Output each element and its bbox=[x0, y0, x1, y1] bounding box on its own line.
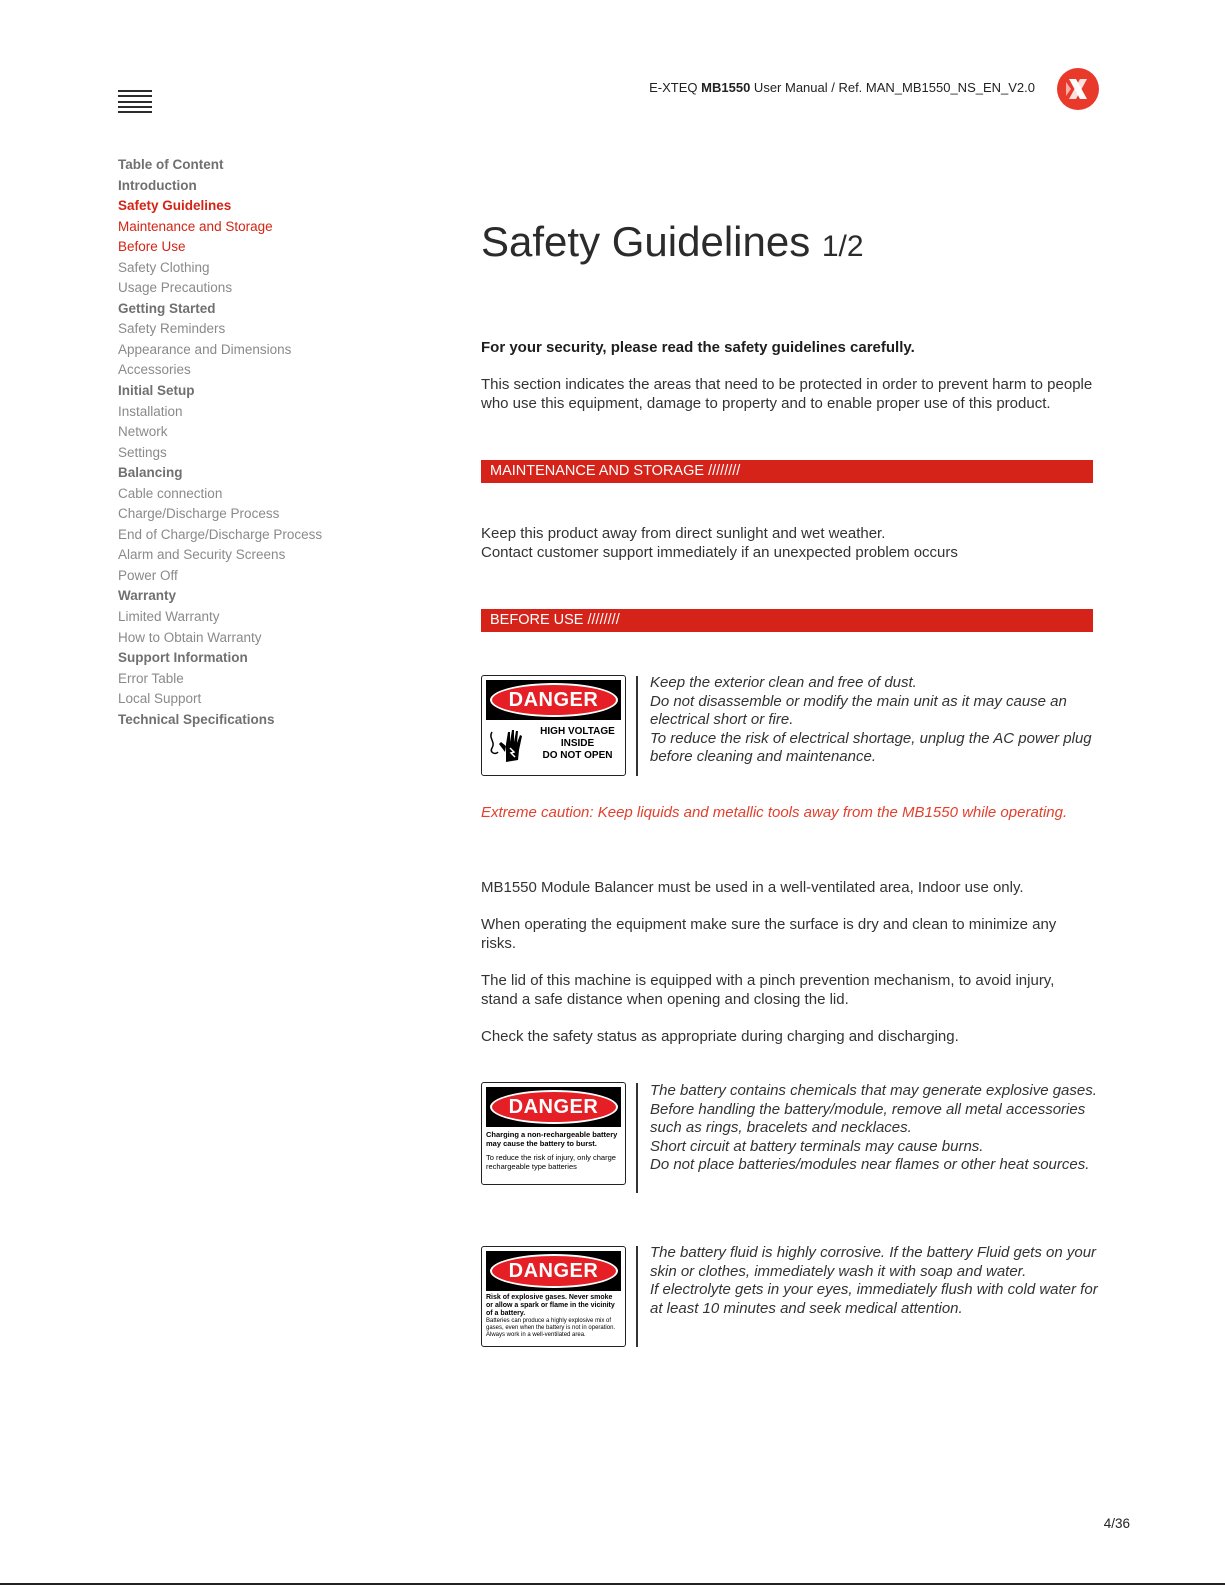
toc-item[interactable]: Settings bbox=[118, 444, 167, 460]
toc-item[interactable]: Before Use bbox=[118, 239, 186, 255]
toc-item[interactable]: End of Charge/Discharge Process bbox=[118, 526, 323, 542]
divider-line bbox=[636, 1246, 638, 1347]
toc-item[interactable]: Charge/Discharge Process bbox=[118, 506, 280, 522]
toc-item[interactable]: Safety Clothing bbox=[118, 259, 210, 275]
note-line: Short circuit at battery terminals may cause burns. bbox=[650, 1137, 984, 1155]
page-number: 4/36 bbox=[1103, 1516, 1130, 1531]
sign2-bold: Charging a non-rechargeable battery may cause the battery to burst. bbox=[486, 1130, 618, 1148]
toc-item[interactable]: Usage Precautions bbox=[118, 280, 233, 296]
header-ref: User Manual / Ref. MAN_MB1550_NS_EN_V2.0 bbox=[750, 80, 1035, 95]
intro-paragraph: This section indicates the areas that need to be protected in order to prevent harm to people who use this equipment, damage to property and to enable proper use of this product. bbox=[481, 376, 1093, 412]
toc-item[interactable]: Error Table bbox=[118, 670, 184, 686]
toc-item[interactable]: Maintenance and Storage bbox=[118, 218, 273, 234]
note-battery-chemicals bbox=[650, 1082, 1100, 1175]
toc-item[interactable]: Initial Setup bbox=[118, 383, 195, 399]
toc-item[interactable]: Alarm and Security Screens bbox=[118, 547, 286, 563]
note-line: To reduce the risk of electrical shortage, unplug the AC power plug before cleaning and maintenance. bbox=[650, 729, 1092, 766]
section-bar-before-use: BEFORE USE //////// bbox=[481, 609, 1093, 632]
toc-item[interactable]: Getting Started bbox=[118, 300, 216, 316]
sign3-bold: Risk of explosive gases. Never smoke or allow a spark or flame in the vicinity of a battery. bbox=[486, 1294, 615, 1317]
maintenance-line-2: Contact customer support immediately if an unexpected problem occurs bbox=[481, 543, 958, 561]
note-line: The battery contains chemicals that may generate explosive gases. Before handling the battery/module, remove all metal accessories such as rings, bracelets and necklaces. bbox=[650, 1082, 1097, 1137]
page-title bbox=[481, 218, 864, 266]
toc-item[interactable]: Appearance and Dimensions bbox=[118, 341, 292, 357]
note-line: Do not disassemble or modify the main unit as it may cause an electrical short or fire. bbox=[650, 692, 1067, 729]
note-line: The battery fluid is highly corrosive. If the battery Fluid gets on your skin or clothes, immediately wash it with soap and water. bbox=[650, 1244, 1097, 1280]
toc-item[interactable]: Safety Reminders bbox=[118, 321, 226, 337]
note-line: Do not place batteries/modules near flames or other heat sources. bbox=[650, 1156, 1090, 1174]
toc-item[interactable]: Warranty bbox=[118, 588, 177, 604]
paragraph-surface: When operating the equipment make sure the surface is dry and clean to minimize any risks. bbox=[481, 916, 1057, 952]
toc-item[interactable]: Technical Specifications bbox=[118, 711, 275, 727]
sign3-text: Batteries can produce a highly explosive mix of gases, even when the battery is not in operation. Always work in a well-ventilated area. bbox=[486, 1318, 616, 1338]
toc-item[interactable]: Installation bbox=[118, 403, 183, 419]
note-line: If electrolyte gets in your eyes, immediately flush with cold water for at least 10 minutes and seek medical attention. bbox=[650, 1281, 1098, 1317]
toc-item[interactable]: Network bbox=[118, 424, 168, 440]
note-exterior bbox=[650, 674, 1100, 767]
note-battery-fluid bbox=[650, 1244, 1100, 1318]
toc-item[interactable]: Balancing bbox=[118, 465, 183, 481]
divider-line bbox=[636, 676, 638, 776]
page-title-part: 1/2 bbox=[821, 230, 864, 263]
toc-item[interactable]: Accessories bbox=[118, 362, 191, 378]
toc-item[interactable]: Limited Warranty bbox=[118, 609, 220, 625]
danger-sign-explosive-gases bbox=[481, 1246, 626, 1347]
toc-item[interactable]: Safety Guidelines bbox=[118, 198, 232, 214]
divider-line bbox=[636, 1083, 638, 1193]
x-logo-icon bbox=[1057, 68, 1099, 110]
toc-item[interactable]: Power Off bbox=[118, 567, 178, 583]
paragraph-lid: The lid of this machine is equipped with a pinch prevention mechanism, to avoid injury, stand a safe distance when opening and closing the lid. bbox=[481, 972, 1055, 1008]
paragraph-ventilation: MB1550 Module Balancer must be used in a well-ventilated area, Indoor use only. bbox=[481, 879, 1024, 896]
toc-item[interactable]: How to Obtain Warranty bbox=[118, 629, 262, 645]
menu-icon[interactable] bbox=[118, 90, 154, 116]
page-title-text: Safety Guidelines bbox=[481, 218, 811, 265]
toc-item[interactable]: Local Support bbox=[118, 691, 202, 707]
danger-label: DANGER bbox=[490, 683, 618, 717]
danger-label: DANGER bbox=[490, 1090, 618, 1124]
table-of-contents bbox=[118, 155, 418, 730]
header-brand: E-XTEQ bbox=[649, 80, 698, 95]
intro-heading: For your security, please read the safety guidelines carefully. bbox=[481, 339, 915, 356]
high-voltage-hand-icon bbox=[486, 722, 534, 766]
danger-sign-charging bbox=[481, 1082, 626, 1185]
document-header bbox=[649, 80, 1035, 95]
sign1-line-3: DO NOT OPEN bbox=[542, 750, 613, 761]
header-model: MB1550 bbox=[701, 80, 751, 95]
note-line: Keep the exterior clean and free of dust. bbox=[650, 674, 917, 691]
paragraph-status: Check the safety status as appropriate during charging and discharging. bbox=[481, 1028, 959, 1045]
danger-sign-high-voltage bbox=[481, 675, 626, 776]
section-bar-maintenance: MAINTENANCE AND STORAGE //////// bbox=[481, 460, 1093, 483]
sign1-line-1: HIGH VOLTAGE bbox=[540, 726, 615, 737]
toc-item[interactable]: Cable connection bbox=[118, 485, 223, 501]
toc-item[interactable]: Support Information bbox=[118, 650, 248, 666]
maintenance-text bbox=[481, 525, 1093, 562]
sign2-text: To reduce the risk of injury, only charge rechargeable type batteries bbox=[486, 1153, 616, 1171]
danger-label: DANGER bbox=[490, 1254, 618, 1288]
toc-item[interactable]: Table of Content bbox=[118, 157, 224, 172]
maintenance-line-1: Keep this product away from direct sunlight and wet weather. bbox=[481, 525, 886, 542]
toc-item[interactable]: Introduction bbox=[118, 177, 197, 193]
caution-text: Extreme caution: Keep liquids and metallic tools away from the MB1550 while operating. bbox=[481, 804, 1068, 821]
sign1-line-2: INSIDE bbox=[560, 738, 595, 749]
